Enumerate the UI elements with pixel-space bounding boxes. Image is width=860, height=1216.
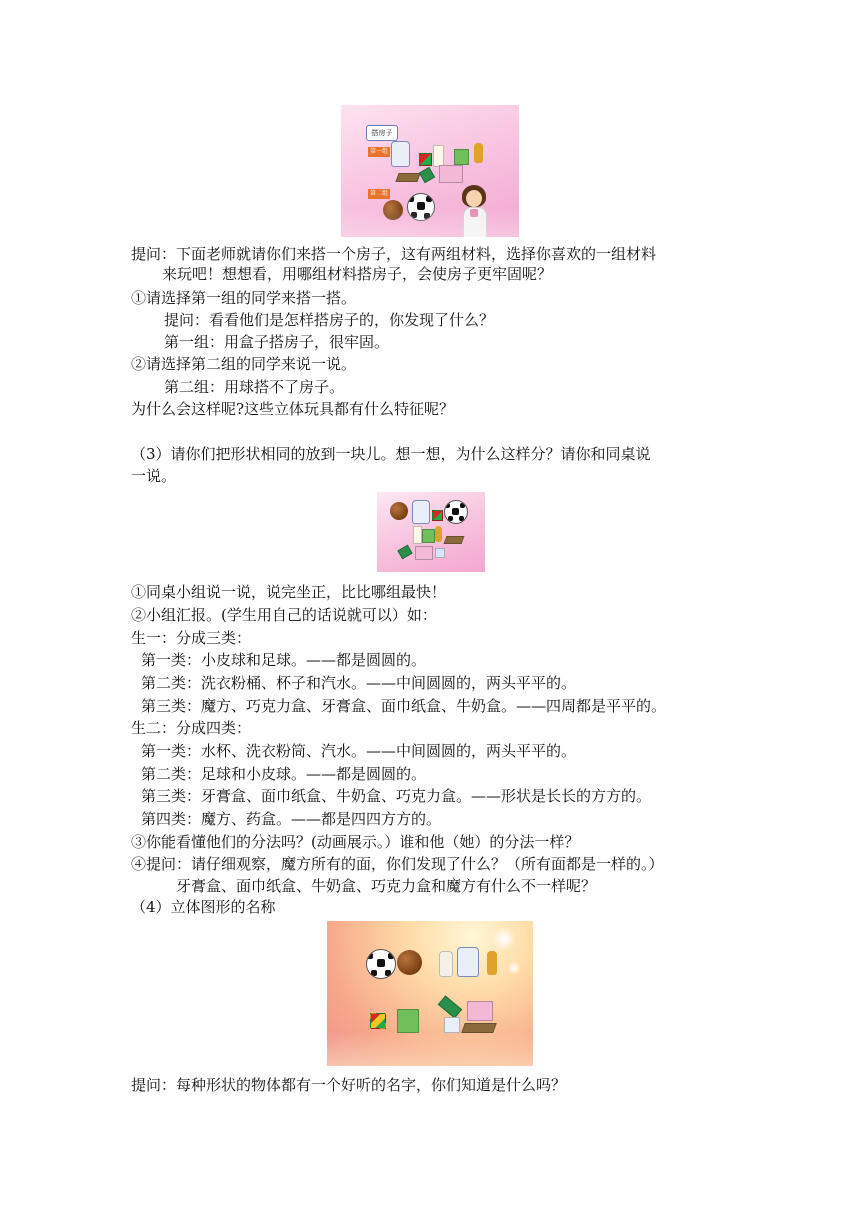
tissue-box-icon bbox=[415, 546, 433, 560]
toothpaste-box-icon bbox=[397, 545, 412, 560]
pill-box-icon bbox=[435, 548, 445, 558]
text-line: 第二类：洗衣粉桶、杯子和汽水。——中间圆圆的，两头平平的。 bbox=[141, 674, 577, 692]
text-line: 第二组：用球搭不了房子。 bbox=[164, 378, 345, 396]
soda-can-icon bbox=[487, 951, 497, 975]
text-line: 第四类：魔方、药盒。——都是四四方方的。 bbox=[141, 810, 442, 828]
toothpaste-box-icon bbox=[438, 995, 463, 1018]
tissue-box-icon bbox=[439, 165, 463, 183]
text-line: 提问：每种形状的物体都有一个好听的名字，你们知道是什么吗？ bbox=[131, 1076, 567, 1094]
sparkle-icon bbox=[492, 927, 516, 951]
green-box-icon bbox=[422, 529, 435, 543]
text-line: ①请选择第一组的同学来搭一搭。 bbox=[131, 289, 357, 307]
group2-tag: 第二组 bbox=[369, 190, 388, 197]
text-line: ②请选择第二组的同学来说一说。 bbox=[131, 355, 357, 373]
cup-icon bbox=[439, 951, 453, 977]
detergent-can-icon bbox=[412, 500, 430, 524]
detergent-can-icon bbox=[391, 141, 410, 167]
slide-title-label: 搭房子 bbox=[366, 125, 398, 141]
text-line: 第一类：小皮球和足球。——都是圆圆的。 bbox=[141, 651, 427, 669]
milk-box-icon bbox=[413, 526, 422, 544]
leather-ball-icon bbox=[390, 502, 408, 520]
group1-tag: 第一组 bbox=[369, 148, 388, 155]
text-line: （3）请你们把形状相同的放到一块儿。想一想，为什么这样分？请你和同桌说 bbox=[131, 445, 651, 463]
text-line: 生一：分成三类： bbox=[131, 629, 252, 647]
text-line: 第一类：水杯、洗衣粉筒、汽水。——中间圆圆的，两头平平的。 bbox=[141, 742, 577, 760]
chocolate-box-icon bbox=[395, 173, 420, 182]
text-line: 提问：看看他们是怎样搭房子的，你发现了什么？ bbox=[164, 311, 495, 329]
soccer-ball-icon bbox=[444, 500, 468, 524]
text-line: 第三类：魔方、巧克力盒、牙膏盒、面巾纸盒、牛奶盒。——四周都是平平的。 bbox=[141, 697, 667, 715]
slide-image-shape-names bbox=[327, 921, 533, 1066]
text-line: 第二类：足球和小皮球。——都是圆圆的。 bbox=[141, 765, 427, 783]
toothpaste-box-icon bbox=[419, 167, 435, 183]
text-line: 生二：分成四类： bbox=[131, 719, 252, 737]
soda-can-icon bbox=[474, 143, 483, 163]
soda-can-icon bbox=[435, 526, 442, 542]
green-box-icon bbox=[454, 149, 469, 165]
fern-decoration bbox=[327, 1032, 533, 1066]
green-box-icon bbox=[397, 1009, 419, 1033]
soccer-ball-icon bbox=[366, 949, 396, 979]
rubiks-cube-icon bbox=[432, 510, 443, 521]
text-line: 第三类：牙膏盒、面巾纸盒、牛奶盒、巧克力盒。——形状是长长的方方的。 bbox=[141, 787, 652, 805]
text-line: ①同桌小组说一说，说完坐正，比比哪组最快！ bbox=[131, 583, 447, 601]
milk-box-icon bbox=[444, 1017, 460, 1033]
detergent-can-icon bbox=[457, 947, 479, 977]
text-line: ②小组汇报。(学生用自己的话说就可以）如： bbox=[131, 606, 437, 624]
rubiks-cube-icon bbox=[370, 1013, 386, 1029]
text-line: 牙膏盒、面巾纸盒、牛奶盒、巧克力盒和魔方有什么不一样呢？ bbox=[176, 877, 597, 895]
text-line: 一说。 bbox=[131, 467, 177, 485]
chocolate-box-icon bbox=[444, 536, 465, 544]
text-line: 来玩吧！想想看，用哪组材料搭房子，会使房子更牢固呢？ bbox=[162, 265, 553, 283]
text-line: 为什么会这样呢?这些立体玩具都有什么特征呢？ bbox=[131, 400, 455, 418]
slide-image-classify bbox=[377, 492, 485, 572]
text-line: 提问：下面老师就请你们来搭一个房子，这有两组材料，选择你喜欢的一组材料 bbox=[131, 245, 657, 263]
sparkle-icon bbox=[507, 961, 521, 975]
milk-box-icon bbox=[433, 145, 444, 167]
text-line: （4）立体图形的名称 bbox=[131, 898, 276, 916]
text-line: 第一组：用盒子搭房子，很牢固。 bbox=[164, 333, 390, 351]
leather-ball-icon bbox=[397, 950, 422, 975]
text-line: ③你能看懂他们的分法吗？(动画展示。）谁和他（她）的分法一样？ bbox=[131, 833, 580, 851]
slide-image-build-house bbox=[341, 105, 519, 237]
tissue-box-icon bbox=[467, 1001, 493, 1021]
fern-decoration bbox=[341, 207, 519, 237]
rubiks-cube-icon bbox=[419, 153, 432, 166]
text-line: ④提问：请仔细观察，魔方所有的面，你们发现了什么？（所有面都是一样的。） bbox=[131, 855, 664, 873]
